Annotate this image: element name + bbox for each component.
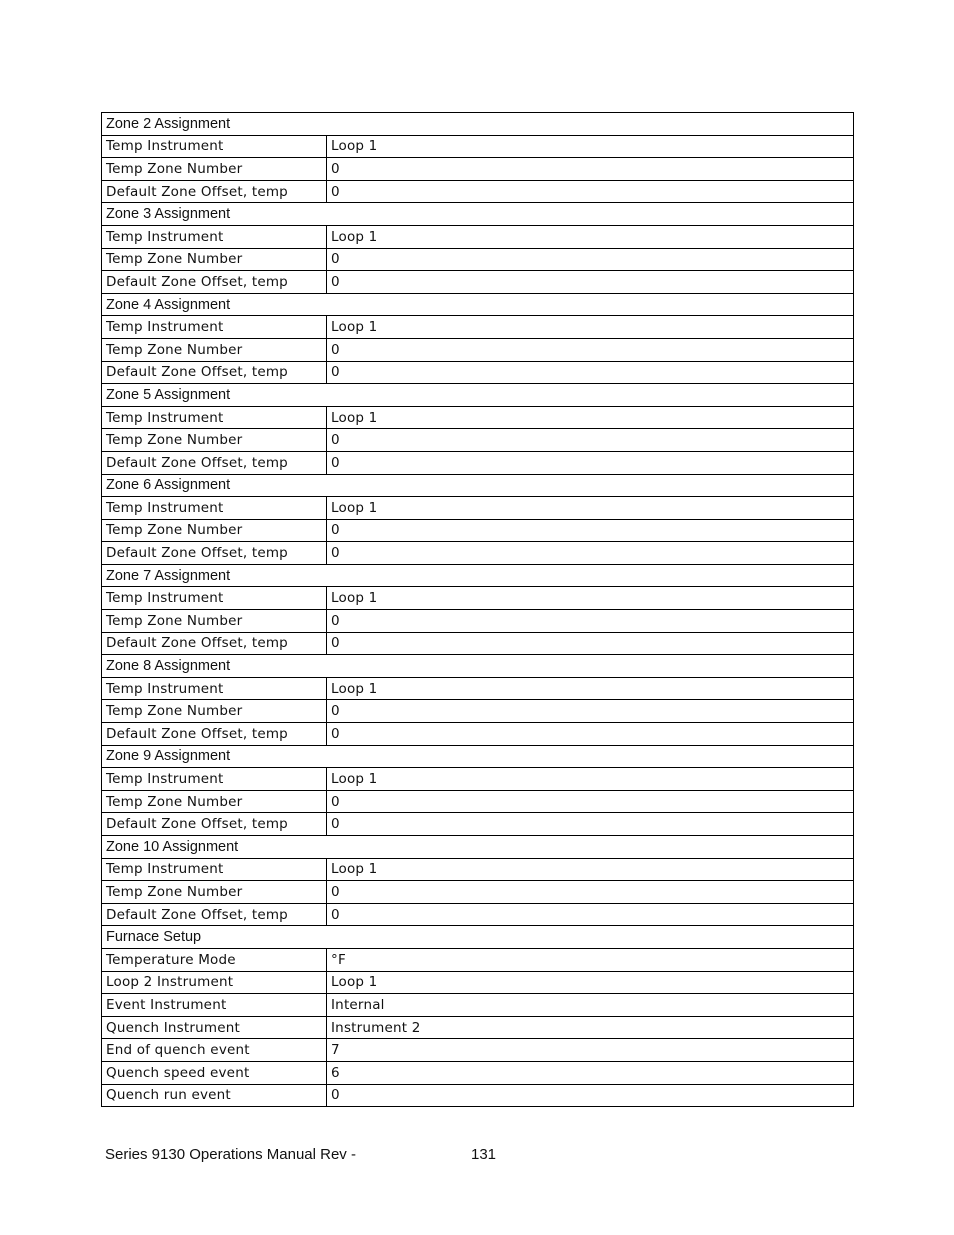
setting-value: 0: [327, 338, 854, 361]
setting-value: 0: [327, 451, 854, 474]
setting-value: 0: [327, 361, 854, 384]
setting-row: [102, 632, 854, 655]
setting-label: Event Instrument: [102, 994, 327, 1017]
setting-row: [102, 858, 854, 881]
section-title: Zone 2 Assignment: [102, 113, 854, 136]
setting-label: Default Zone Offset, temp: [102, 632, 327, 655]
setting-row: [102, 677, 854, 700]
setting-label: Temp Zone Number: [102, 519, 327, 542]
setting-label: Quench run event: [102, 1084, 327, 1107]
setting-row: [102, 994, 854, 1017]
setting-label: Default Zone Offset, temp: [102, 271, 327, 294]
settings-table: [101, 112, 854, 1107]
setting-row: [102, 497, 854, 520]
setting-value: 0: [327, 790, 854, 813]
setting-value: Loop 1: [327, 971, 854, 994]
setting-value: Loop 1: [327, 587, 854, 610]
setting-value: °F: [327, 948, 854, 971]
footer-manual-title: Series 9130 Operations Manual Rev -: [105, 1146, 356, 1163]
setting-label: Default Zone Offset, temp: [102, 361, 327, 384]
section-header-row: [102, 203, 854, 226]
setting-value: Loop 1: [327, 497, 854, 520]
setting-row: [102, 519, 854, 542]
section-header-row: [102, 564, 854, 587]
setting-label: Temp Instrument: [102, 677, 327, 700]
setting-value: 0: [327, 519, 854, 542]
setting-row: [102, 451, 854, 474]
setting-row: [102, 158, 854, 181]
setting-label: Temp Instrument: [102, 316, 327, 339]
setting-row: [102, 903, 854, 926]
setting-value: 7: [327, 1039, 854, 1062]
setting-label: Temp Zone Number: [102, 700, 327, 723]
setting-label: Temp Instrument: [102, 497, 327, 520]
setting-label: Default Zone Offset, temp: [102, 723, 327, 746]
setting-value: Instrument 2: [327, 1016, 854, 1039]
setting-label: Temp Zone Number: [102, 881, 327, 904]
section-title: Zone 5 Assignment: [102, 384, 854, 407]
setting-label: Temp Instrument: [102, 225, 327, 248]
section-header-row: [102, 293, 854, 316]
setting-row: [102, 881, 854, 904]
setting-row: [102, 1084, 854, 1107]
settings-table-body: [102, 113, 854, 1107]
setting-row: [102, 1061, 854, 1084]
setting-row: [102, 610, 854, 633]
setting-row: [102, 429, 854, 452]
setting-label: Temp Instrument: [102, 858, 327, 881]
setting-label: Temp Instrument: [102, 135, 327, 158]
setting-value: 0: [327, 723, 854, 746]
section-title: Furnace Setup: [102, 926, 854, 949]
setting-label: Temp Instrument: [102, 768, 327, 791]
footer-page-number: 131: [471, 1146, 497, 1163]
setting-label: Default Zone Offset, temp: [102, 451, 327, 474]
setting-row: [102, 406, 854, 429]
setting-row: [102, 948, 854, 971]
section-title: Zone 10 Assignment: [102, 836, 854, 859]
setting-value: 0: [327, 903, 854, 926]
setting-row: [102, 587, 854, 610]
section-title: Zone 9 Assignment: [102, 745, 854, 768]
setting-row: [102, 135, 854, 158]
setting-row: [102, 225, 854, 248]
section-header-row: [102, 926, 854, 949]
setting-label: Temp Instrument: [102, 587, 327, 610]
setting-label: Temperature Mode: [102, 948, 327, 971]
setting-value: Loop 1: [327, 225, 854, 248]
setting-row: [102, 248, 854, 271]
section-header-row: [102, 384, 854, 407]
setting-value: 0: [327, 881, 854, 904]
setting-value: 6: [327, 1061, 854, 1084]
section-title: Zone 8 Assignment: [102, 655, 854, 678]
setting-row: [102, 180, 854, 203]
setting-label: Temp Zone Number: [102, 338, 327, 361]
setting-value: 0: [327, 632, 854, 655]
setting-value: Loop 1: [327, 858, 854, 881]
setting-label: Quench speed event: [102, 1061, 327, 1084]
setting-label: Temp Zone Number: [102, 610, 327, 633]
setting-row: [102, 1016, 854, 1039]
setting-value: Loop 1: [327, 316, 854, 339]
setting-label: Temp Instrument: [102, 406, 327, 429]
setting-value: 0: [327, 429, 854, 452]
setting-label: Loop 2 Instrument: [102, 971, 327, 994]
setting-row: [102, 790, 854, 813]
setting-row: [102, 338, 854, 361]
setting-label: Temp Zone Number: [102, 429, 327, 452]
setting-row: [102, 768, 854, 791]
setting-value: Loop 1: [327, 768, 854, 791]
setting-row: [102, 361, 854, 384]
section-title: Zone 3 Assignment: [102, 203, 854, 226]
setting-label: Temp Zone Number: [102, 158, 327, 181]
setting-row: [102, 542, 854, 565]
setting-label: Default Zone Offset, temp: [102, 903, 327, 926]
section-title: Zone 7 Assignment: [102, 564, 854, 587]
setting-value: 0: [327, 158, 854, 181]
setting-row: [102, 723, 854, 746]
setting-value: 0: [327, 1084, 854, 1107]
setting-label: Default Zone Offset, temp: [102, 813, 327, 836]
section-title: Zone 6 Assignment: [102, 474, 854, 497]
setting-label: Default Zone Offset, temp: [102, 542, 327, 565]
setting-value: 0: [327, 180, 854, 203]
section-header-row: [102, 474, 854, 497]
section-header-row: [102, 113, 854, 136]
setting-row: [102, 700, 854, 723]
section-header-row: [102, 836, 854, 859]
setting-value: 0: [327, 542, 854, 565]
setting-label: End of quench event: [102, 1039, 327, 1062]
setting-value: Loop 1: [327, 677, 854, 700]
setting-label: Default Zone Offset, temp: [102, 180, 327, 203]
setting-value: Internal: [327, 994, 854, 1017]
section-title: Zone 4 Assignment: [102, 293, 854, 316]
setting-label: Temp Zone Number: [102, 248, 327, 271]
setting-value: 0: [327, 700, 854, 723]
section-header-row: [102, 745, 854, 768]
setting-label: Quench Instrument: [102, 1016, 327, 1039]
setting-row: [102, 271, 854, 294]
setting-value: Loop 1: [327, 406, 854, 429]
setting-value: 0: [327, 610, 854, 633]
setting-value: 0: [327, 271, 854, 294]
setting-value: Loop 1: [327, 135, 854, 158]
setting-row: [102, 316, 854, 339]
setting-row: [102, 1039, 854, 1062]
setting-row: [102, 813, 854, 836]
setting-value: 0: [327, 813, 854, 836]
setting-row: [102, 971, 854, 994]
setting-value: 0: [327, 248, 854, 271]
setting-label: Temp Zone Number: [102, 790, 327, 813]
section-header-row: [102, 655, 854, 678]
